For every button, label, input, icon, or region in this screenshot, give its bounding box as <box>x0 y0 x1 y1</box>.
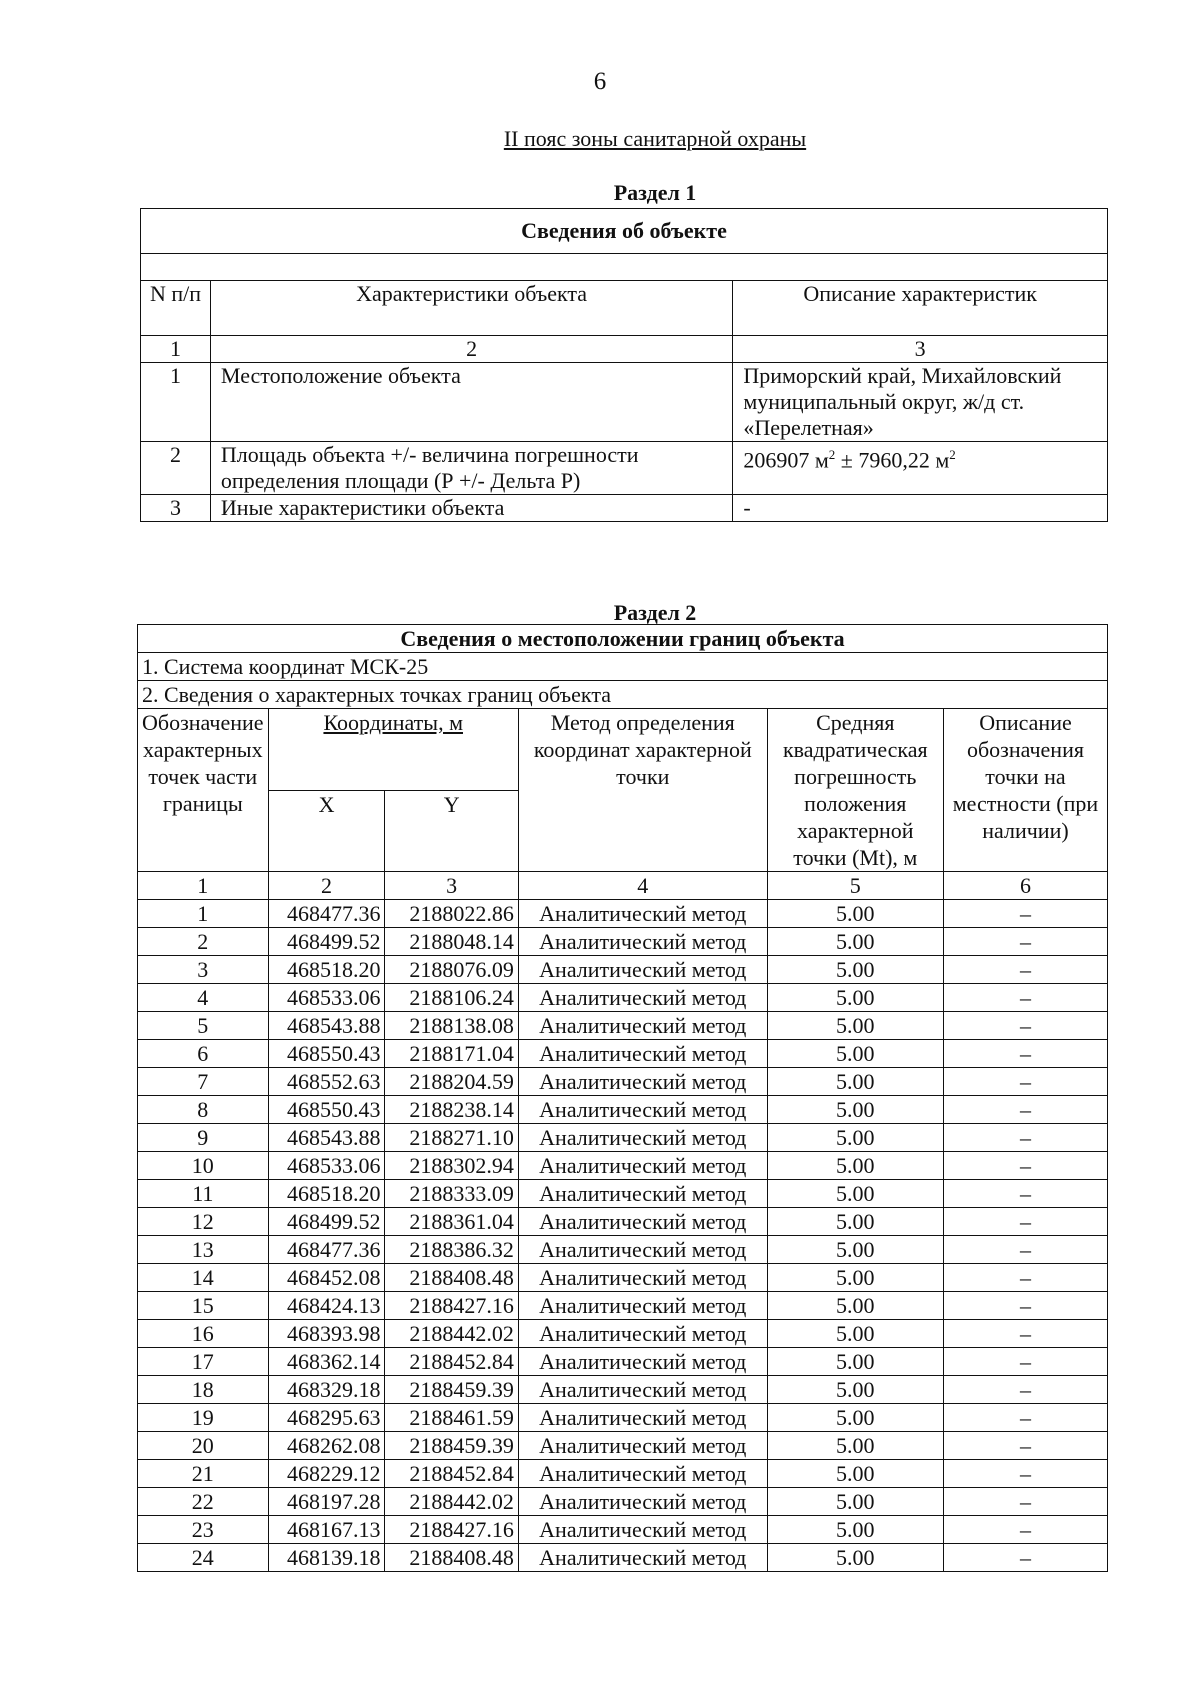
coordinate-x: 468295.63 <box>268 1404 385 1432</box>
coordinate-x: 468262.08 <box>268 1432 385 1460</box>
point-description: – <box>943 1376 1107 1404</box>
point-description: – <box>943 1208 1107 1236</box>
coordinate-x: 468533.06 <box>268 984 385 1012</box>
coordinate-y: 2188171.04 <box>385 1040 518 1068</box>
header-description: Описание характеристик <box>733 281 1108 336</box>
coordinate-y: 2188442.02 <box>385 1320 518 1348</box>
coordinate-y: 2188302.94 <box>385 1152 518 1180</box>
point-number: 14 <box>138 1264 269 1292</box>
coordinate-y: 2188333.09 <box>385 1180 518 1208</box>
coordinate-x: 468197.28 <box>268 1488 385 1516</box>
coordinate-x: 468543.88 <box>268 1012 385 1040</box>
coordinate-x: 468499.52 <box>268 928 385 956</box>
point-description: – <box>943 1404 1107 1432</box>
point-number: 23 <box>138 1516 269 1544</box>
col-number: 1 <box>141 336 211 363</box>
area-sup: 2 <box>828 447 836 462</box>
coordinate-x: 468477.36 <box>268 1236 385 1264</box>
table-row <box>138 900 1108 928</box>
coordinate-x: 468533.06 <box>268 1152 385 1180</box>
coordinate-x: 468139.18 <box>268 1544 385 1572</box>
coordinate-x: 468167.13 <box>268 1516 385 1544</box>
coordinate-y: 2188459.39 <box>385 1376 518 1404</box>
row-number: 1 <box>141 363 211 442</box>
mt-cell: 5.00 <box>767 1264 943 1292</box>
mt-cell: 5.00 <box>767 1488 943 1516</box>
col-number: 3 <box>385 872 518 900</box>
coordinate-y: 2188427.16 <box>385 1292 518 1320</box>
point-description: – <box>943 1040 1107 1068</box>
method-cell: Аналитический метод <box>518 1180 767 1208</box>
point-number: 21 <box>138 1460 269 1488</box>
point-description: – <box>943 1124 1107 1152</box>
coordinate-y: 2188238.14 <box>385 1096 518 1124</box>
header-designation: Обозначение характерных точек части границы <box>138 709 269 872</box>
point-description: – <box>943 1264 1107 1292</box>
method-cell: Аналитический метод <box>518 1404 767 1432</box>
method-cell: Аналитический метод <box>518 1376 767 1404</box>
point-number: 20 <box>138 1432 269 1460</box>
point-description: – <box>943 900 1107 928</box>
table-row <box>138 1236 1108 1264</box>
characteristic-name: Иные характеристики объекта <box>210 495 732 522</box>
mt-cell: 5.00 <box>767 984 943 1012</box>
method-cell: Аналитический метод <box>518 1488 767 1516</box>
table-row <box>138 1180 1108 1208</box>
method-cell: Аналитический метод <box>518 1040 767 1068</box>
col-number: 1 <box>138 872 269 900</box>
point-number: 15 <box>138 1292 269 1320</box>
point-description: – <box>943 1432 1107 1460</box>
coordinate-y: 2188076.09 <box>385 956 518 984</box>
method-cell: Аналитический метод <box>518 1320 767 1348</box>
mt-cell: 5.00 <box>767 1012 943 1040</box>
area-value: 206907 м <box>743 447 829 473</box>
coordinate-x: 468477.36 <box>268 900 385 928</box>
point-description: – <box>943 1152 1107 1180</box>
table-row <box>138 1348 1108 1376</box>
table-row <box>138 984 1108 1012</box>
method-cell: Аналитический метод <box>518 1096 767 1124</box>
point-number: 8 <box>138 1096 269 1124</box>
coordinate-x: 468229.12 <box>268 1460 385 1488</box>
table-row <box>138 1208 1108 1236</box>
method-cell: Аналитический метод <box>518 956 767 984</box>
mt-cell: 5.00 <box>767 1068 943 1096</box>
mt-cell: 5.00 <box>767 1432 943 1460</box>
method-cell: Аналитический метод <box>518 1348 767 1376</box>
coordinate-y: 2188427.16 <box>385 1516 518 1544</box>
point-description: – <box>943 1068 1107 1096</box>
coordinate-y: 2188204.59 <box>385 1068 518 1096</box>
table-row <box>138 1152 1108 1180</box>
mt-cell: 5.00 <box>767 1152 943 1180</box>
method-cell: Аналитический метод <box>518 1012 767 1040</box>
point-number: 9 <box>138 1124 269 1152</box>
boundary-points-table <box>137 624 1108 1572</box>
point-description: – <box>943 956 1107 984</box>
table-row <box>138 1488 1108 1516</box>
coordinate-y: 2188408.48 <box>385 1544 518 1572</box>
characteristic-description: - <box>733 495 1108 522</box>
coordinate-x: 468424.13 <box>268 1292 385 1320</box>
characteristic-description <box>733 442 1108 495</box>
mt-cell: 5.00 <box>767 900 943 928</box>
characteristic-description: Приморский край, Михайловский муниципальный округ, ж/д ст. «Перелетная» <box>733 363 1108 442</box>
point-number: 11 <box>138 1180 269 1208</box>
object-info-table <box>140 208 1108 522</box>
method-cell: Аналитический метод <box>518 1208 767 1236</box>
point-description: – <box>943 1292 1107 1320</box>
section-2-title: Раздел 2 <box>613 600 697 625</box>
point-number: 4 <box>138 984 269 1012</box>
table-row <box>138 956 1108 984</box>
method-cell: Аналитический метод <box>518 1516 767 1544</box>
col-number: 2 <box>210 336 732 363</box>
col-number: 5 <box>767 872 943 900</box>
mt-cell: 5.00 <box>767 1544 943 1572</box>
col-number: 3 <box>733 336 1108 363</box>
method-cell: Аналитический метод <box>518 1460 767 1488</box>
method-cell: Аналитический метод <box>518 1432 767 1460</box>
mt-cell: 5.00 <box>767 1404 943 1432</box>
method-cell: Аналитический метод <box>518 1152 767 1180</box>
table-row <box>138 1544 1108 1572</box>
header-characteristics: Характеристики объекта <box>210 281 732 336</box>
coordinate-system: 1. Система координат МСК-25 <box>138 653 1108 681</box>
method-cell: Аналитический метод <box>518 1264 767 1292</box>
coordinate-x: 468543.88 <box>268 1124 385 1152</box>
zone-title: II пояс зоны санитарной охраны <box>503 126 807 151</box>
coordinate-x: 468362.14 <box>268 1348 385 1376</box>
method-cell: Аналитический метод <box>518 1068 767 1096</box>
table-row <box>138 1404 1108 1432</box>
header-coordinates: Координаты, м <box>268 709 518 791</box>
point-number: 24 <box>138 1544 269 1572</box>
coordinate-y: 2188106.24 <box>385 984 518 1012</box>
empty-row <box>141 254 1108 281</box>
coordinate-y: 2188459.39 <box>385 1432 518 1460</box>
table-row <box>138 1264 1108 1292</box>
point-number: 19 <box>138 1404 269 1432</box>
page-number: 6 <box>593 68 607 95</box>
method-cell: Аналитический метод <box>518 1544 767 1572</box>
coordinate-y: 2188386.32 <box>385 1236 518 1264</box>
point-description: – <box>943 1320 1107 1348</box>
point-description: – <box>943 1488 1107 1516</box>
method-cell: Аналитический метод <box>518 1124 767 1152</box>
point-number: 18 <box>138 1376 269 1404</box>
section-1-title: Раздел 1 <box>613 180 697 205</box>
coordinate-y: 2188271.10 <box>385 1124 518 1152</box>
coordinate-y: 2188442.02 <box>385 1488 518 1516</box>
point-number: 5 <box>138 1012 269 1040</box>
point-description: – <box>943 1516 1107 1544</box>
mt-cell: 5.00 <box>767 1236 943 1264</box>
coordinate-y: 2188361.04 <box>385 1208 518 1236</box>
object-info-table-title: Сведения об объекте <box>141 209 1108 254</box>
table-row <box>138 1292 1108 1320</box>
point-number: 16 <box>138 1320 269 1348</box>
row-number: 3 <box>141 495 211 522</box>
method-cell: Аналитический метод <box>518 1236 767 1264</box>
point-number: 1 <box>138 900 269 928</box>
mt-cell: 5.00 <box>767 1208 943 1236</box>
coordinate-y: 2188022.86 <box>385 900 518 928</box>
header-n: N п/п <box>141 281 211 336</box>
characteristic-name: Площадь объекта +/- величина погрешности определения площади (Р +/- Дельта Р) <box>210 442 732 495</box>
point-description: – <box>943 1180 1107 1208</box>
points-title: 2. Сведения о характерных точках границ объекта <box>138 681 1108 709</box>
coordinate-x: 468329.18 <box>268 1376 385 1404</box>
header-y: Y <box>385 790 518 872</box>
coordinate-x: 468518.20 <box>268 1180 385 1208</box>
point-description: – <box>943 984 1107 1012</box>
point-description: – <box>943 1096 1107 1124</box>
characteristic-name: Местоположение объекта <box>210 363 732 442</box>
col-number: 6 <box>943 872 1107 900</box>
point-number: 3 <box>138 956 269 984</box>
col-number: 2 <box>268 872 385 900</box>
mt-cell: 5.00 <box>767 1180 943 1208</box>
coordinate-y: 2188452.84 <box>385 1460 518 1488</box>
coordinate-y: 2188138.08 <box>385 1012 518 1040</box>
method-cell: Аналитический метод <box>518 900 767 928</box>
table-row <box>138 1068 1108 1096</box>
method-cell: Аналитический метод <box>518 984 767 1012</box>
method-cell: Аналитический метод <box>518 1292 767 1320</box>
coordinate-y: 2188452.84 <box>385 1348 518 1376</box>
points-body <box>138 900 1108 1572</box>
point-description: – <box>943 928 1107 956</box>
point-number: 12 <box>138 1208 269 1236</box>
table-row <box>138 1432 1108 1460</box>
point-number: 7 <box>138 1068 269 1096</box>
point-description: – <box>943 1012 1107 1040</box>
table-row <box>138 1376 1108 1404</box>
row-number: 2 <box>141 442 211 495</box>
area-error-sup: 2 <box>949 447 956 462</box>
col-number: 4 <box>518 872 767 900</box>
header-point-description: Описание обозначения точки на местности (при наличии) <box>943 709 1107 872</box>
coordinate-x: 468550.43 <box>268 1040 385 1068</box>
mt-cell: 5.00 <box>767 1320 943 1348</box>
mt-cell: 5.00 <box>767 1348 943 1376</box>
area-error: ± 7960,22 м <box>835 447 950 473</box>
point-description: – <box>943 1348 1107 1376</box>
table-row <box>138 1124 1108 1152</box>
header-method: Метод определения координат характерной точки <box>518 709 767 872</box>
mt-cell: 5.00 <box>767 928 943 956</box>
coordinate-y: 2188408.48 <box>385 1264 518 1292</box>
coordinate-x: 468550.43 <box>268 1096 385 1124</box>
table-row <box>138 1320 1108 1348</box>
coordinate-x: 468452.08 <box>268 1264 385 1292</box>
header-error: Средняя квадратическая погрешность положения характерной точки (Mt), м <box>767 709 943 872</box>
boundary-table-title: Сведения о местоположении границ объекта <box>138 625 1108 653</box>
point-number: 13 <box>138 1236 269 1264</box>
coordinate-x: 468499.52 <box>268 1208 385 1236</box>
mt-cell: 5.00 <box>767 1096 943 1124</box>
coordinate-x: 468518.20 <box>268 956 385 984</box>
mt-cell: 5.00 <box>767 956 943 984</box>
coordinate-x: 468552.63 <box>268 1068 385 1096</box>
header-x: X <box>268 790 385 872</box>
coordinate-y: 2188048.14 <box>385 928 518 956</box>
table-row <box>138 1040 1108 1068</box>
point-description: – <box>943 1544 1107 1572</box>
mt-cell: 5.00 <box>767 1124 943 1152</box>
point-number: 22 <box>138 1488 269 1516</box>
table-row <box>138 1096 1108 1124</box>
point-number: 2 <box>138 928 269 956</box>
point-description: – <box>943 1460 1107 1488</box>
table-row <box>138 1460 1108 1488</box>
mt-cell: 5.00 <box>767 1516 943 1544</box>
table-row <box>138 1516 1108 1544</box>
table-row <box>138 1012 1108 1040</box>
point-description: – <box>943 1236 1107 1264</box>
mt-cell: 5.00 <box>767 1460 943 1488</box>
table-row <box>138 928 1108 956</box>
mt-cell: 5.00 <box>767 1376 943 1404</box>
mt-cell: 5.00 <box>767 1040 943 1068</box>
coordinate-y: 2188461.59 <box>385 1404 518 1432</box>
coordinate-x: 468393.98 <box>268 1320 385 1348</box>
point-number: 10 <box>138 1152 269 1180</box>
mt-cell: 5.00 <box>767 1292 943 1320</box>
point-number: 6 <box>138 1040 269 1068</box>
method-cell: Аналитический метод <box>518 928 767 956</box>
point-number: 17 <box>138 1348 269 1376</box>
